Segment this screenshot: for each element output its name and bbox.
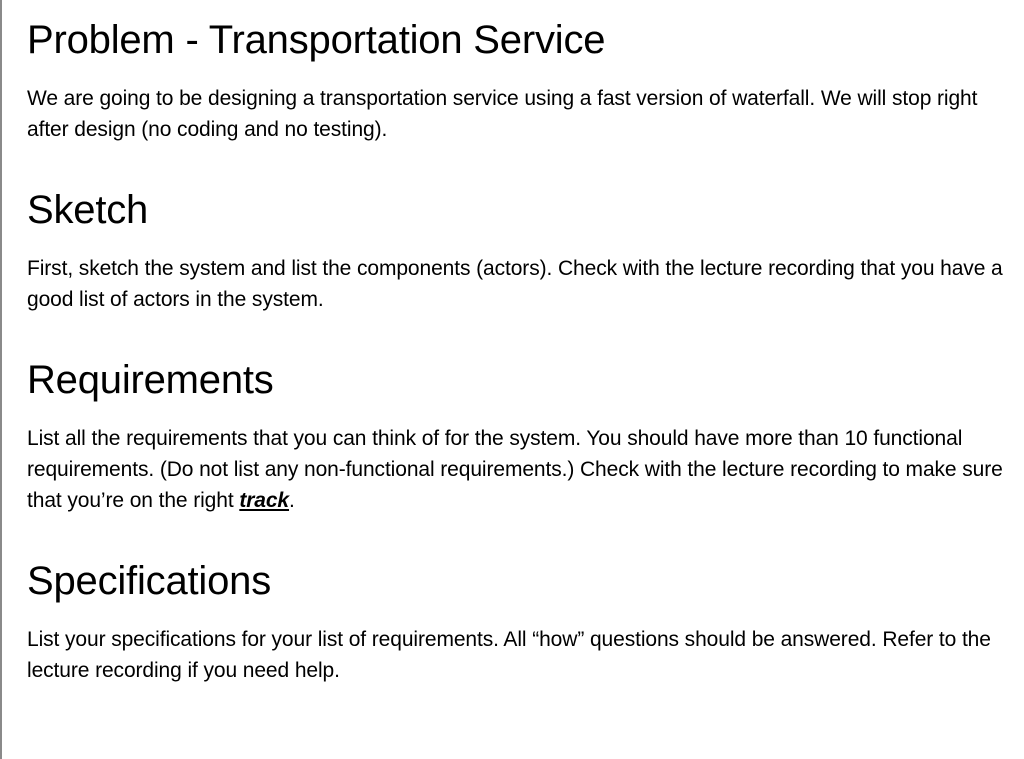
sketch-heading: Sketch	[27, 188, 149, 232]
requirements-paragraph	[27, 423, 1007, 516]
section-specifications	[27, 516, 1007, 686]
specifications-heading: Specifications	[27, 559, 271, 603]
problem-paragraph: We are going to be designing a transportation service using a fast version of waterfall. We will stop right after design (no coding and no testing).	[27, 87, 978, 141]
requirements-text: List all the requirements that you can think of for the system. You should have more than 10 functional requirements. (Do not list any non-functional requirements.) Check with the lecture recording to make sure that you’re on the right	[27, 427, 1003, 512]
requirements-period: .	[289, 489, 295, 512]
section-requirements	[27, 315, 1007, 516]
sketch-paragraph: First, sketch the system and list the components (actors). Check with the lecture recording that you have a good list of actors in the system.	[27, 257, 1003, 311]
section-problem	[27, 0, 1007, 145]
section-sketch	[27, 145, 1007, 315]
problem-heading: Problem - Transportation Service	[27, 18, 606, 62]
track-link[interactable]: track	[239, 489, 290, 512]
page-left-border	[0, 0, 2, 759]
requirements-heading: Requirements	[27, 358, 274, 402]
document-body	[27, 0, 1007, 686]
specifications-paragraph: List your specifications for your list of requirements. All “how” questions should be answered. Refer to the lecture recording if you need help.	[27, 628, 991, 682]
